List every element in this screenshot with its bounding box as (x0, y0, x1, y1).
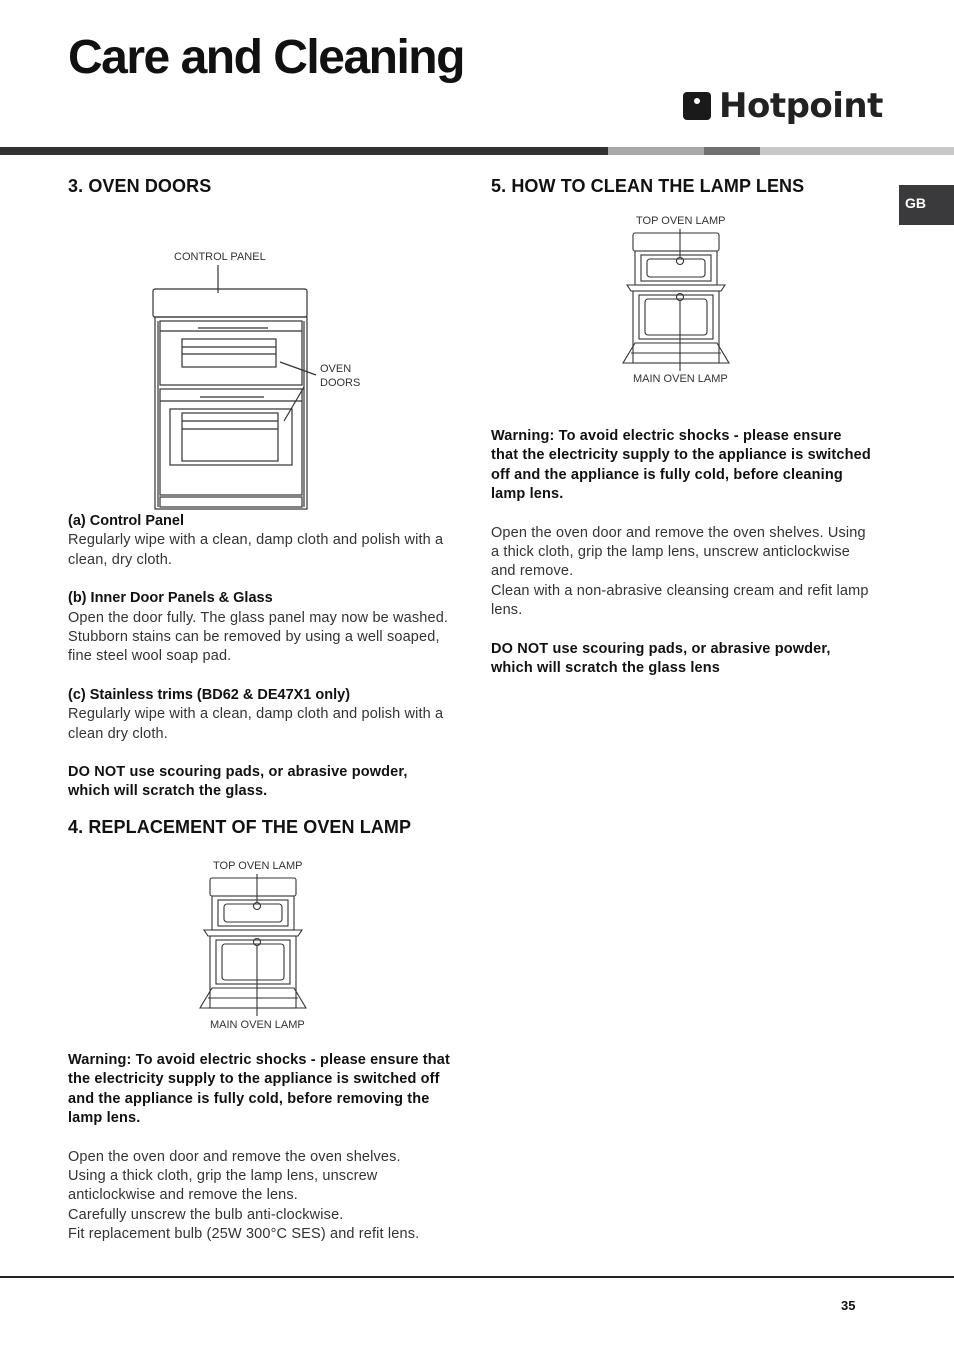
left-column (68, 176, 453, 1245)
lens-warning: Warning: To avoid electric shocks - please ensure that the electricity supply to the appliance is switched off and the appliance is fully cold, before cleaning lamp lens. (491, 428, 871, 503)
lamp-lens-diagram (491, 197, 871, 419)
caption-main-oven-lamp: MAIN OVEN LAMP (210, 1018, 305, 1031)
replacement-warning: Warning: To avoid electric shocks - please ensure that the electricity supply to the appliance is switched off and the appliance is fully cold, before removing the lamp lens. (68, 1051, 450, 1127)
lens-step-1: Open the oven door and remove the oven shelves. Using a thick cloth, grip the lamp lens, unscrew anticlockwise and remove. (491, 524, 866, 580)
right-column (491, 176, 871, 678)
footer-rule (0, 1276, 954, 1278)
lens-step-2: Clean with a non-abrasive cleansing cream and refit lamp lens. (491, 582, 869, 619)
inner-door-title: (b) Inner Door Panels & Glass (68, 590, 273, 607)
oven-doors-diagram (68, 197, 453, 512)
header-rule-light (608, 147, 704, 155)
brand-name: Hotpoint (719, 86, 883, 126)
glass-warning: DO NOT use scouring pads, or abrasive powder, which will scratch the glass. (68, 764, 408, 800)
caption-control-panel: CONTROL PANEL (174, 251, 266, 263)
header-rule-mid (704, 147, 760, 155)
control-panel-text: Regularly wipe with a clean, damp cloth and polish with a clean, dry cloth. (68, 532, 444, 568)
oven-lamp-drawing-2 (491, 197, 871, 419)
caption-top-oven-lamp: TOP OVEN LAMP (213, 859, 303, 872)
stainless-trims-title: (c) Stainless trims (BD62 & DE47X1 only) (68, 686, 351, 703)
page-number: 35 (841, 1298, 856, 1313)
section-heading-oven-doors: 3. OVEN DOORS (68, 176, 212, 196)
hotpoint-logo-icon (683, 92, 711, 120)
lens-glass-warning: DO NOT use scouring pads, or abrasive powder, which will scratch the glass lens (491, 640, 831, 677)
stainless-trims-text: Regularly wipe with a clean, damp cloth and polish with a clean dry cloth. (68, 706, 444, 742)
caption-main-oven-lamp-2: MAIN OVEN LAMP (633, 373, 728, 385)
replacement-step-3: Carefully unscrew the bulb anti-clockwise. (68, 1206, 344, 1223)
replacement-step-2: Using a thick cloth, grip the lamp lens, unscrew anticlockwise and remove the lens. (68, 1167, 378, 1204)
replacement-step-1: Open the oven door and remove the oven shelves. (68, 1148, 401, 1165)
caption-oven-1: OVEN (320, 363, 352, 375)
page-title: Care and Cleaning (68, 31, 464, 84)
control-panel-title: (a) Control Panel (68, 513, 185, 529)
caption-top-oven-lamp-2: TOP OVEN LAMP (636, 215, 726, 227)
brand-logo (683, 86, 883, 126)
header-rule-dark (0, 147, 608, 155)
language-tab: GB (899, 185, 954, 225)
lamp-replacement-diagram (68, 838, 453, 1056)
section-heading-replacement-lamp: 4. REPLACEMENT OF THE OVEN LAMP (68, 816, 412, 837)
replacement-step-4: Fit replacement bulb (25W 300°C SES) and refit lens. (68, 1226, 420, 1243)
header-rule-pale (760, 147, 954, 155)
oven-front-drawing (68, 197, 453, 512)
section-heading-lamp-lens: 5. HOW TO CLEAN THE LAMP LENS (491, 176, 805, 196)
caption-oven-2: DOORS (320, 377, 361, 389)
inner-door-text: Open the door fully. The glass panel may now be washed. Stubborn stains can be removed by using a well soaped, fine steel wool soap pad. (68, 609, 449, 665)
